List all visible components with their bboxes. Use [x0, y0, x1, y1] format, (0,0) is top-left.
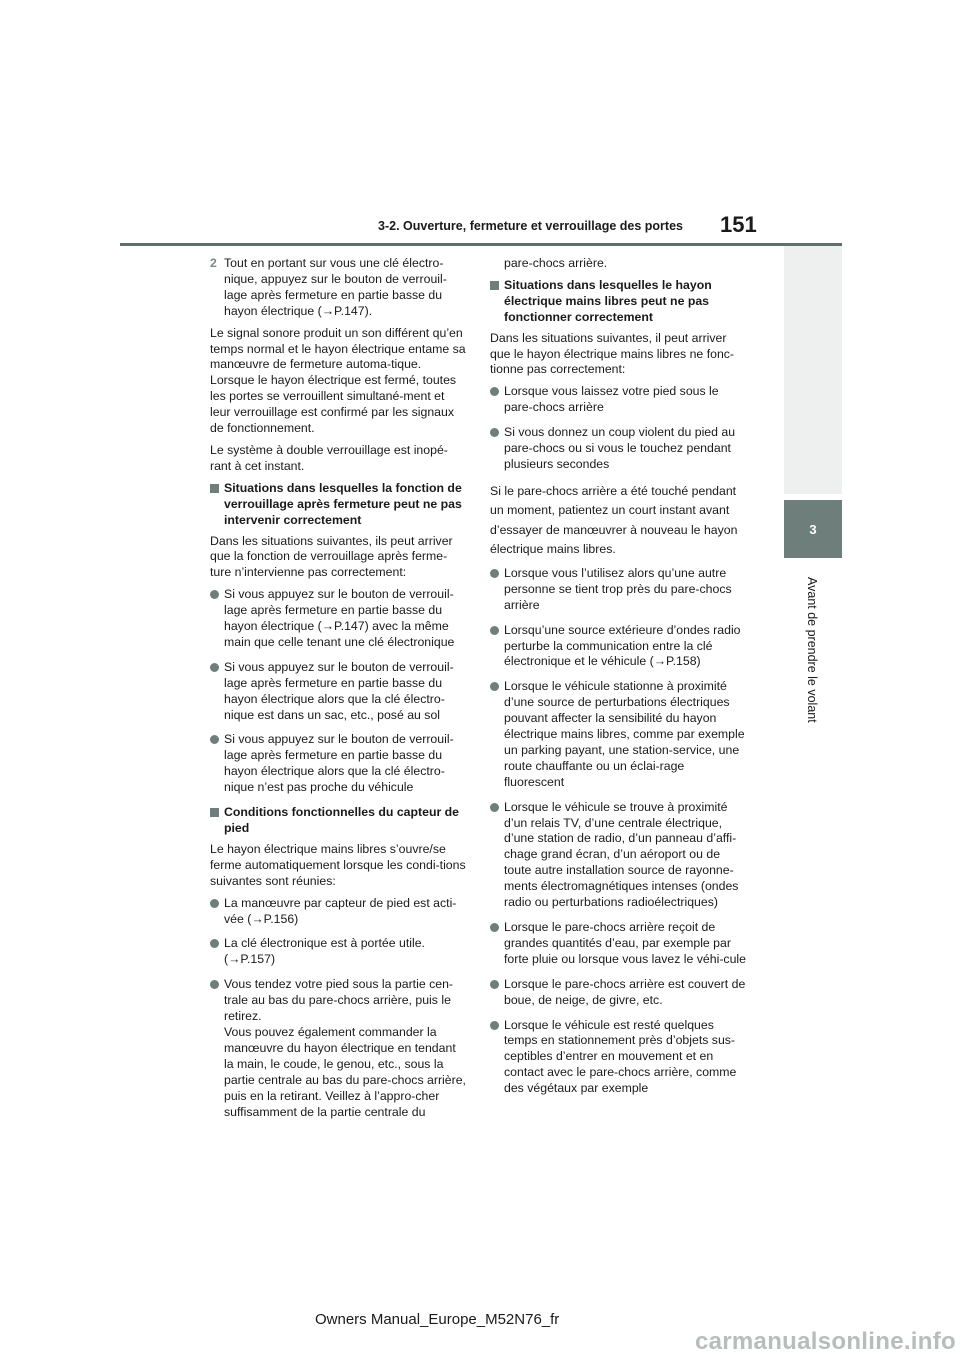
circle-bullet-icon [490, 980, 499, 989]
circle-bullet-icon [210, 899, 219, 908]
list-item-text [224, 977, 466, 1120]
list-item-text: Si vous appuyez sur le bouton de verrouil-lage après fermeture en partie basse du hayon électrique alors que la clé électro-nique est dans un sac, etc., posé au sol [224, 659, 454, 722]
circle-bullet-icon [490, 626, 499, 635]
footer-document-name: Owners Manual_Europe_M52N76_fr [315, 1311, 560, 1328]
chapter-title: Avant de prendre le volant [805, 577, 819, 723]
list-item [490, 1018, 746, 1098]
list-item-text: La manœuvre par capteur de pied est acti-vée (→P.156) [224, 895, 457, 926]
list-item [210, 660, 466, 724]
list-item [490, 800, 746, 911]
side-band [784, 246, 842, 494]
list-item [490, 384, 746, 416]
heading-text: Situations dans lesquelles le hayon électrique mains libres peut ne pas fonctionner correctement [504, 277, 712, 324]
paragraph-continuation: pare-chocs arrière. [504, 256, 608, 270]
list-item-text: Lorsque le véhicule se trouve à proximité d’un relais TV, d’une centrale électrique, d’une station de radio, d’un panneau d’affi-chage grand écran, d’un aéroport ou de toute autre installation source de rayonne-ments électromagnétiques intenses (ondes radio ou perturbations radioélectriques) [504, 799, 739, 910]
heading-text: Conditions fonctionnelles du capteur de pied [224, 805, 460, 835]
circle-bullet-icon [490, 682, 499, 691]
square-bullet-icon [210, 808, 219, 817]
paragraph: Dans les situations suivantes, il peut arriver que le hayon électrique mains libres ne fonc-tionne pas correctement: [490, 330, 735, 377]
chapter-number: 3 [809, 521, 817, 537]
list-item-text: Si vous appuyez sur le bouton de verrouil-lage après fermeture en partie basse du hayon électrique alors que la clé électro-nique n’est pas proche du véhicule [224, 732, 454, 795]
list-item [210, 896, 466, 928]
circle-bullet-icon [490, 803, 499, 812]
note-paragraph: Si le pare-chocs arrière a été touché pendant un moment, patientez un court instant avant d’essayer de manœuvrer à nouveau le hayon électrique mains libres. [490, 483, 738, 557]
section-heading [210, 481, 466, 529]
header-rule [120, 243, 842, 246]
list-item-text: Lorsque le véhicule est resté quelques temps en stationnement près d’objets sus-ceptibles d’entrer en mouvement et en contact avec le pare-chocs arrière, comme des végétaux par exemple [504, 1017, 737, 1096]
square-bullet-icon [210, 484, 219, 493]
circle-bullet-icon [490, 428, 499, 437]
section-title: 3-2. Ouverture, fermeture et verrouillage des portes [378, 219, 683, 233]
list-item-text-main: Vous tendez votre pied sous la partie cen-trale au bas du pare-chocs arrière, puis le retirez. [224, 977, 453, 1024]
step-item [210, 256, 466, 320]
section-heading [490, 278, 746, 326]
list-item [210, 936, 466, 968]
list-item-text: Si vous appuyez sur le bouton de verrouil-lage après fermeture en partie basse du hayon électrique (→P.147) avec la même main que celle tenant une clé électronique [224, 587, 455, 649]
list-item-text: Lorsque le pare-chocs arrière est couvert de boue, de neige, de givre, etc. [504, 976, 746, 1007]
circle-bullet-icon [210, 663, 219, 672]
list-item [210, 732, 466, 796]
list-item [490, 425, 746, 473]
chapter-tab[interactable] [784, 500, 842, 558]
list-item-text: La clé électronique est à portée utile. (→P.157) [224, 936, 425, 967]
list-item [210, 587, 466, 651]
paragraph: Dans les situations suivantes, ils peut arriver que la fonction de verrouillage après ferme-ture n’intervienne pas correctement: [210, 533, 453, 580]
list-item [210, 977, 466, 1120]
list-item-text: Lorsqu’une source extérieure d’ondes radio perturbe la communication entre la clé électronique et le véhicule (→P.158) [504, 622, 741, 669]
circle-bullet-icon [490, 387, 499, 396]
circle-bullet-icon [210, 980, 219, 989]
paragraph: Le système à double verrouillage est inopé-rant à cet instant. [210, 442, 448, 473]
watermark: carmanualsonline.info [694, 1328, 956, 1355]
list-item-text-continued: Vous pouvez également commander la manœuvre du hayon électrique en tendant la main, le coude, le genou, etc., sous la partie centrale au bas du pare-chocs arrière, puis en la retirant. Veillez à l’appro-cher suffisamment de la partie centrale du [224, 1024, 466, 1119]
heading-text: Situations dans lesquelles la fonction de verrouillage après fermeture peut ne pas intervenir correctement [224, 480, 462, 527]
step-text: Tout en portant sur vous une clé électro-nique, appuyez sur le bouton de verrouil-lage après fermeture en partie basse du hayon électrique (→P.147). [224, 256, 447, 318]
paragraph: Le signal sonore produit un son différent qu’en temps normal et le hayon électrique entame sa manœuvre de fermeture automa-tique. Lorsque le hayon électrique est fermé, toutes les portes se verrouillent simultané-ment et leur verrouillage est confirmé par les signaux de fonctionnement. [210, 325, 466, 436]
circle-bullet-icon [210, 590, 219, 599]
left-column [210, 256, 466, 1129]
circle-bullet-icon [210, 735, 219, 744]
list-item-text: Lorsque vous laissez votre pied sous le pare-chocs arrière [504, 384, 719, 415]
circle-bullet-icon [490, 923, 499, 932]
list-item [490, 977, 746, 1009]
right-column [490, 256, 746, 1106]
list-item [490, 566, 746, 614]
section-heading [210, 805, 466, 837]
page-number: 151 [720, 212, 757, 237]
step-number: 2 [210, 256, 217, 270]
paragraph: Le hayon électrique mains libres s’ouvre/se ferme automatiquement lorsque les condi-tions suivantes sont réunies: [210, 841, 466, 888]
list-item [490, 920, 746, 968]
circle-bullet-icon [210, 939, 219, 948]
list-item [490, 623, 746, 671]
list-item-text: Lorsque le pare-chocs arrière reçoit de grandes quantités d’eau, par exemple par forte pluie ou lorsque vous lavez le véhi-cule [504, 920, 746, 966]
circle-bullet-icon [490, 569, 499, 578]
list-item [490, 679, 746, 790]
circle-bullet-icon [490, 1021, 499, 1030]
square-bullet-icon [490, 281, 499, 290]
list-item-text: Lorsque le véhicule stationne à proximité d’une source de perturbations électriques pouvant affecter la sensibilité du hayon électrique mains libres, comme par exemple un parking payant, une station-service, une route chauffante ou un éclai-rage fluorescent [504, 679, 745, 789]
list-item-text: Lorsque vous l’utilisez alors qu’une autre personne se tient trop près du pare-chocs arrière [504, 565, 732, 612]
list-item-text: Si vous donnez un coup violent du pied au pare-chocs ou si vous le touchez pendant plusieurs secondes [504, 425, 736, 471]
